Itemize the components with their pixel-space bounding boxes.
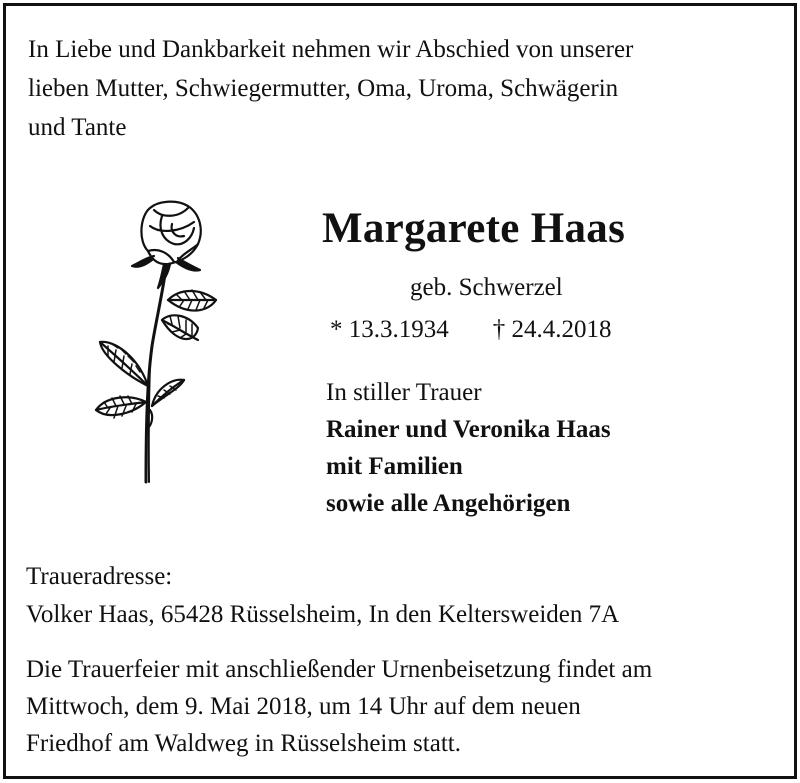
address-value: Volker Haas, 65428 Rüsselsheim, In den Keltersweiden 7A [26,601,620,628]
mourners-intro: In stiller Trauer [326,379,482,406]
ceremony-line: Die Trauerfeier mit anschließender Urnenbeisetzung findet am [26,656,653,683]
mourner-line: mit Familien [326,453,463,480]
death-date: † 24.4.2018 [492,316,612,343]
ceremony-block [26,651,652,762]
address-block [26,558,619,634]
ceremony-line: Mittwoch, dem 9. Mai 2018, um 14 Uhr auf dem neuen [26,693,581,720]
mourners-block [326,374,611,522]
birth-date: * 13.3.1934 [330,316,449,343]
address-label: Traueradresse: [26,563,173,590]
deceased-name: Margarete Haas [322,205,626,252]
birth-name: geb. Schwerzel [410,274,563,301]
mourner-line: Rainer und Veronika Haas [326,416,611,443]
intro-line: und Tante [28,114,127,141]
ceremony-line: Friedhof am Waldweg in Rüsselsheim statt. [26,730,461,757]
intro-line: lieben Mutter, Schwiegermutter, Oma, Uroma, Schwägerin [28,75,619,102]
intro-text [28,30,633,147]
intro-line: In Liebe und Dankbarkeit nehmen wir Abschied von unserer [28,36,634,63]
life-dates [330,316,612,344]
rose-icon [88,196,238,486]
mourner-line: sowie alle Angehörigen [326,490,571,517]
